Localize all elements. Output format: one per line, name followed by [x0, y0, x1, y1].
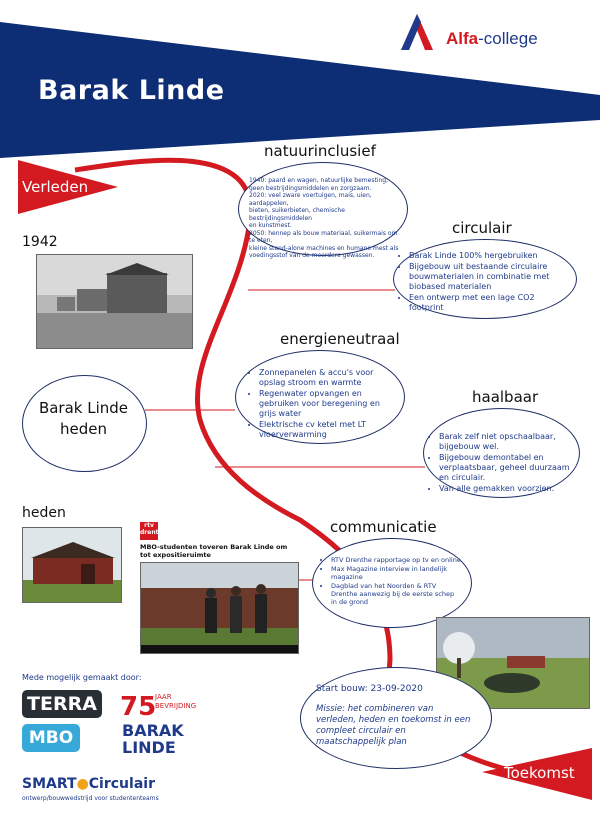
barak-heden-text: Barak Linde heden — [38, 399, 129, 438]
year-label: 1942 — [22, 234, 58, 250]
circulair-item: • Barak Linde 100% hergebruiken — [409, 251, 570, 261]
heading-haalbaar: haalbaar — [472, 388, 539, 406]
heading-communicatie: communicatie — [330, 518, 437, 536]
heading-energieneutraal: energieneutraal — [280, 330, 400, 348]
haalbaar-item: • Barak zelf niet opschaalbaar, bijgebouw wel. — [439, 432, 572, 452]
mbo-logo: MBO — [22, 724, 80, 752]
haalbaar-item: • Van alle gemakken voorzien. — [439, 484, 572, 494]
mission-text: Missie: het combineren van verleden, heden en toekomst in een compleet circulair en maatschappelijk plan — [316, 704, 471, 747]
flag-toekomst: Toekomst — [504, 764, 575, 782]
heading-circulair: circulair — [452, 219, 512, 237]
smart-circulair-logo: SMART●Circulair — [22, 776, 155, 792]
energie-item: • Regenwater opvangen en gebruiken voor beregening en grijs water — [259, 389, 395, 419]
energie-item: • Elektrische cv ketel met LT vloerverwarming — [259, 420, 395, 440]
brand-name: Alfa-college — [446, 29, 538, 48]
start-date: Start bouw: 23-09-2020 — [316, 684, 423, 694]
communicatie-list — [322, 556, 462, 607]
communicatie-item: • RTV Drenthe rapportage op tv en online — [331, 556, 462, 564]
news-headline: MBO-studenten toveren Barak Linde om tot expositieruimte — [140, 543, 288, 559]
haalbaar-list — [430, 432, 572, 495]
heading-natuurinclusief: natuurinclusief — [264, 142, 376, 160]
heden-label: heden — [22, 505, 66, 521]
terra-logo: TERRA — [22, 690, 102, 718]
communicatie-item: • Max Magazine interview in landelijk magazine — [331, 565, 462, 581]
rtv-logo: rtv drenthe — [140, 522, 158, 540]
news-photo — [140, 562, 299, 654]
energie-list — [250, 368, 395, 441]
haalbaar-item: • Bijgebouw demontabel en verplaatsbaar, geheel duurzaam en circulair. — [439, 453, 572, 483]
page-title: Barak Linde — [38, 75, 225, 106]
historic-photo — [36, 254, 193, 349]
flag-verleden: Verleden — [22, 178, 89, 196]
heden-photo — [22, 527, 122, 603]
circulair-item: • Bijgebouw uit bestaande circulaire bouwmaterialen in combinatie met biobased materialen — [409, 262, 570, 292]
bevrijding-jaar: JAAR BEVRIJDING — [155, 693, 197, 710]
natuur-text: 1940: paard en wagen, natuurlijke bemesting, geen bestrijdingsmiddelen en zorgzaam. 2020: veel zware voertuigen, mais, uien, aardappelen, bieten, suikerbieten, chemische bestrijdingsmiddelen en kunstmest. 2050: hennep als bouw materiaal, suikermais om te eten, kleine stand-alone machines en humane mest als voedingsstof van de meerdere gewassen. — [249, 177, 399, 259]
circulair-item: • Een ontwerp met een lage CO2 footprint — [409, 293, 570, 313]
circulair-list — [400, 251, 570, 314]
barak-linde-logo: BARAK LINDE — [122, 721, 184, 757]
communicatie-item: • Dagblad van het Noorden & RTV Drenthe aanwezig bij de eerste schep in de grond — [331, 582, 462, 606]
smart-tagline: ontwerp/bouwwedstrijd voor studententeams — [22, 795, 159, 802]
energie-item: • Zonnepanelen & accu's voor opslag stroom en warmte — [259, 368, 395, 388]
bevrijding-75: 75 — [120, 692, 157, 722]
partners-intro: Mede mogelijk gemaakt door: — [22, 673, 142, 682]
